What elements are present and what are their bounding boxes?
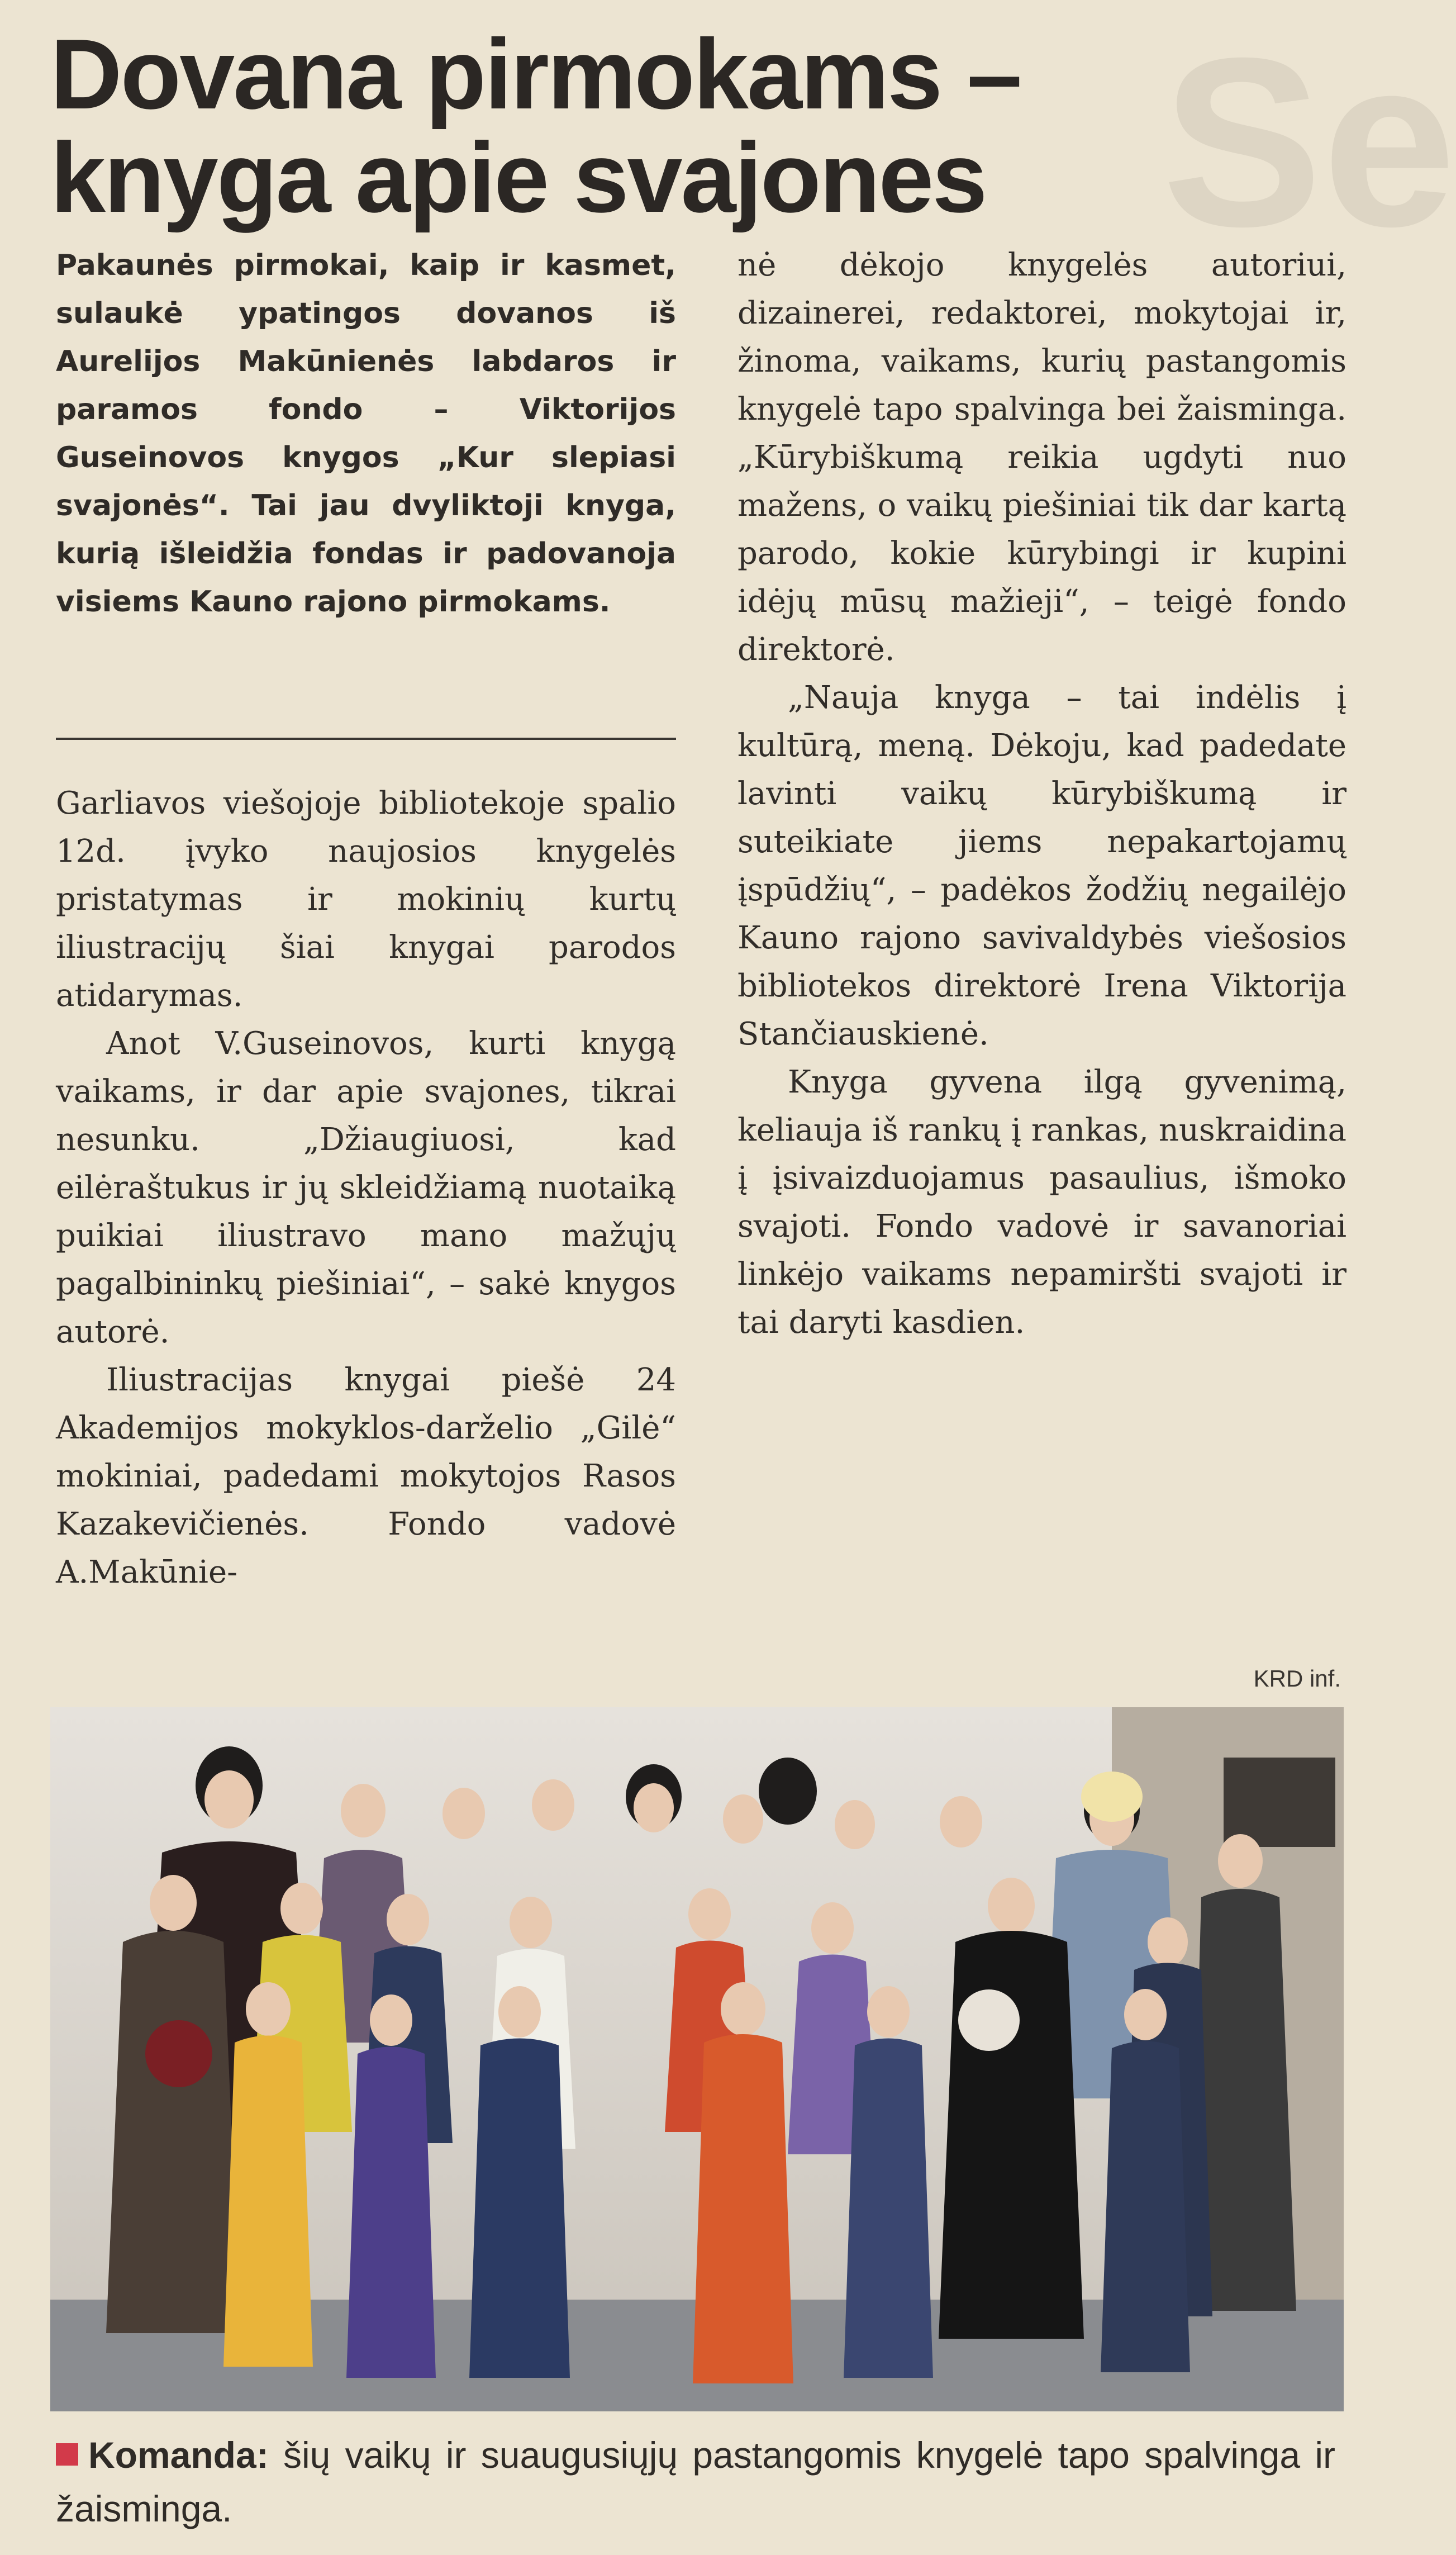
headline-line-2: knyga apie svajones xyxy=(50,122,986,233)
caption-marker xyxy=(56,2443,78,2466)
body-paragraph-3: Iliustracijas knygai piešė 24 Akademijos mokyklos-darželio „Gilė“ mokiniai, padedami mokytojos Rasos Kazakevičienės. Fondo vadovė A.Makūnie- xyxy=(56,1362,676,1590)
body-paragraph-5: Knyga gyvena ilgą gyvenimą, keliauja iš rankų į rankas, nuskraidina į įsivaizduojamus pasaulius, išmoko svajoti. Fondo vadovė ir savanoriai linkėjo vaikams nepamiršti svajoti ir tai daryti kasdien. xyxy=(737,1064,1346,1341)
lead-paragraph-block xyxy=(56,241,676,626)
section-divider xyxy=(56,738,676,740)
background-ghost-lettering: Se xyxy=(1162,8,1456,277)
body-paragraph-1: Garliavos viešojoje bibliotekoje spalio 12d. įvyko naujosios knygelės pristatymas ir mokinių kurtų iliustracijų šiai knygai parodos atidarymas. xyxy=(56,785,676,1014)
group-photo-illustration xyxy=(50,1707,1344,2411)
article-column-right xyxy=(737,241,1346,1347)
group-photo xyxy=(50,1707,1344,2411)
headline-line-1: Dovana pirmokams – xyxy=(50,18,1021,130)
article-column-left xyxy=(56,780,676,1597)
photo-caption xyxy=(56,2428,1335,2535)
headline xyxy=(50,18,1168,233)
body-paragraph-4: „Nauja knyga – tai indėlis į kultūrą, meną. Dėkoju, kad padedate lavinti vaikų kūrybiškumą ir suteikiate jiems nepakartojamų įspūdžių“, – padėkos žodžių negailėjo Kauno rajono savivaldybės viešosios bibliotekos direktorė Irena Viktorija Stančiauskienė. xyxy=(737,680,1346,1052)
body-paragraph-3-continued: nė dėkojo knygelės autoriui, dizainerei, redaktorei, mokytojai ir, žinoma, vaikams, kurių pastangomis knygelė tapo spalvinga bei žaisminga. „Kūrybiškumą reikia ugdyti nuo mažens, o vaikų piešiniai tik dar kartą parodo, kokie kūrybingi ir kupini idėjų mūsų mažieji“, – teigė fondo direktorė. xyxy=(737,247,1346,668)
caption-label: Komanda: xyxy=(88,2434,269,2476)
author-credit: KRD inf. xyxy=(1253,1665,1341,1692)
caption-text: šių vaikų ir suaugusiųjų pastangomis knygelė tapo spalvinga ir žaisminga. xyxy=(56,2434,1335,2529)
body-paragraph-2: Anot V.Guseinovos, kurti knygą vaikams, ir dar apie svajones, tikrai nesunku. „Džiaugiuosi, kad eilėraštukus ir jų skleidžiamą nuotaiką puikiai iliustravo mano mažųjų pagalbininkų piešiniai“, – sakė knygos autorė. xyxy=(56,1025,676,1350)
lead-paragraph: Pakaunės pirmokai, kaip ir kasmet, sulaukė ypatingos dovanos iš Aurelijos Makūnienės labdaros ir paramos fondo – Viktorijos Guseinovos knygos „Kur slepiasi svajonės“. Tai jau dvyliktoji knyga, kurią išleidžia fondas ir padovanoja visiems Kauno rajono pirmokams. xyxy=(56,249,676,619)
